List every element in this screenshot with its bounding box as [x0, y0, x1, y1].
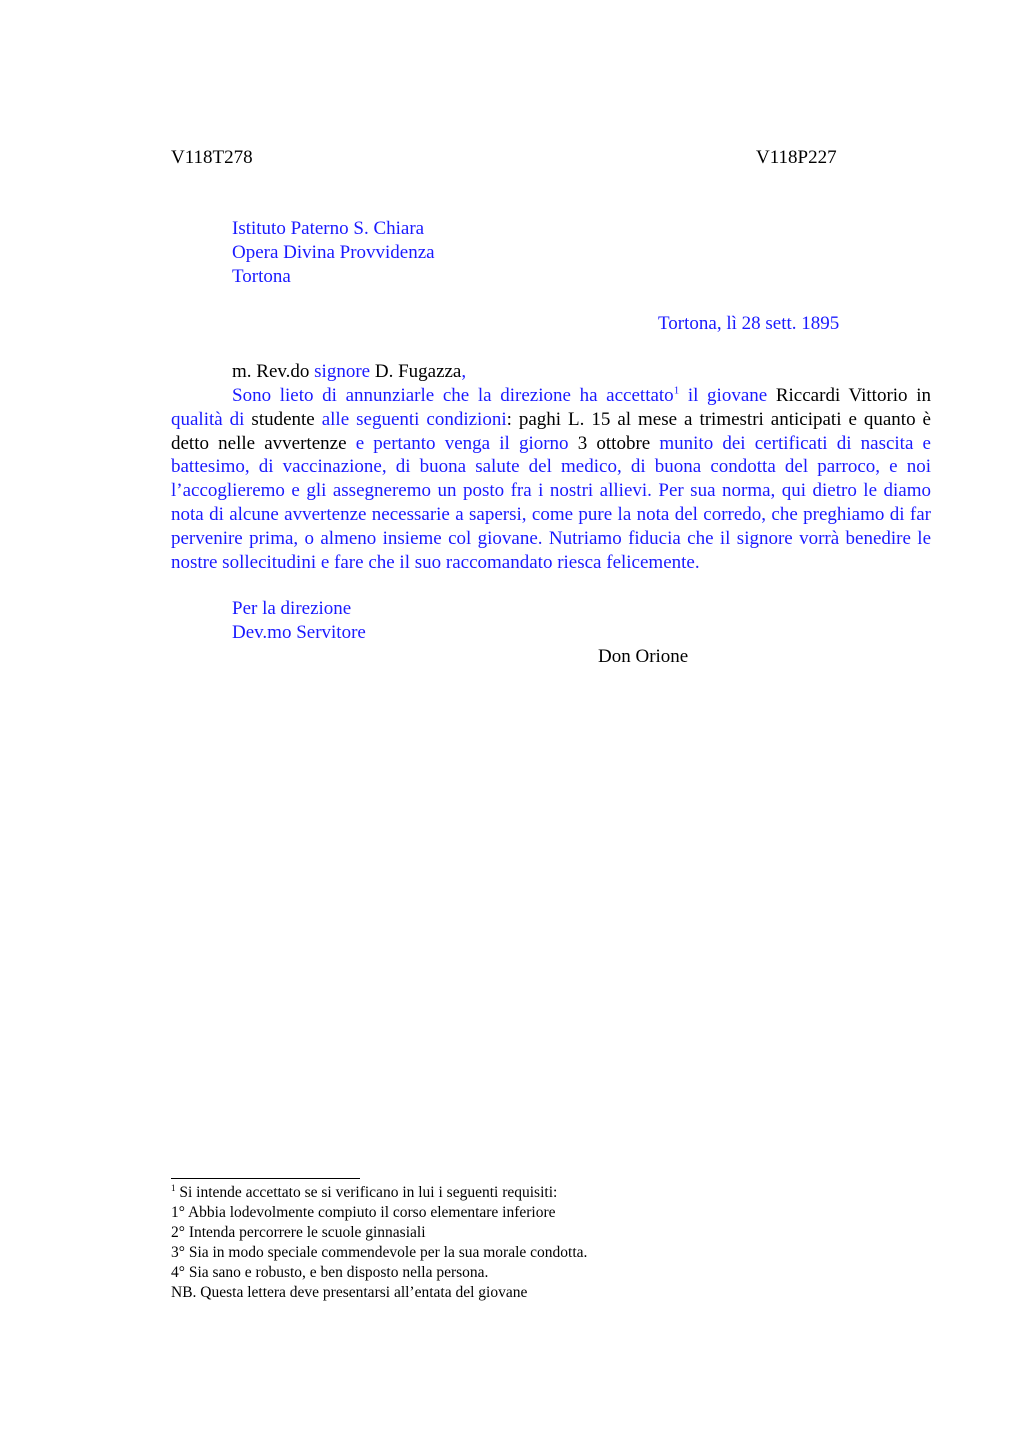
footnote-requirement-1: 1° Abbia lodevolmente compiuto il corso elementare inferiore: [171, 1204, 556, 1221]
footnote-requirement-2: 2° Intenda percorrere le scuole ginnasiali: [171, 1224, 426, 1241]
footnote-reference: 1: [673, 384, 680, 397]
letter-date: Tortona, lì 28 sett. 1895: [658, 313, 840, 334]
salutation-part-4: ,: [461, 361, 467, 382]
letterhead-city: Tortona: [232, 266, 291, 287]
reference-code-left: V118T278: [171, 147, 253, 168]
footnote-intro: Si intende accettato se si verificano in lui i seguenti requisiti:: [175, 1184, 558, 1201]
footnote-requirement-4: 4° Sia sano e robusto, e ben disposto nella persona.: [171, 1264, 489, 1281]
body-segment-5: studente: [244, 408, 322, 430]
salutation-part-1: m. Rev.do: [232, 361, 315, 382]
closing-line-2: Dev.mo Servitore: [232, 622, 366, 643]
signature: Don Orione: [598, 646, 689, 667]
footnote-requirement-3: 3° Sia in modo speciale commendevole per la sua morale condotta.: [171, 1244, 588, 1261]
letter-body: [171, 384, 931, 574]
closing-line-1: Per la direzione: [232, 598, 352, 619]
body-segment-10: munito dei certificati di nascita e battesimo, di vaccinazione, di buona salute del medico, di buona condotta del parroco, e noi l’accoglieremo e gli assegneremo un posto fra i nostri allievi. Per sua norma, qui dietro le diamo nota di alcune avvertenze necessarie a sapersi, come pure la nota del corredo, che preghiamo di far pervenire prima, o almeno insieme col giovane. Nutriamo fiducia che il signore vorrà benedire le nostre sollecitudini e fare che il suo raccomandato riesca felicemente.: [171, 432, 931, 573]
footnote-nb: NB. Questa lettera deve presentarsi all’entata del giovane: [171, 1284, 528, 1301]
body-segment-4: qualità di: [171, 408, 245, 430]
salutation-part-2: signore: [314, 361, 371, 382]
footnote-mark: 1: [171, 1182, 176, 1193]
body-segment-6: alle seguenti condizioni: [321, 408, 507, 430]
letterhead-institute: Istituto Paterno S. Chiara: [232, 218, 425, 239]
body-segment-9: 3 ottobre: [568, 432, 660, 454]
letterhead-organization: Opera Divina Provvidenza: [232, 242, 435, 263]
salutation-part-3: D. Fugazza: [370, 361, 462, 382]
footnote-separator: [171, 1178, 360, 1179]
body-segment-1: Sono lieto di annunziarle che la direzione ha accettato: [232, 385, 674, 406]
reference-code-right: V118P227: [756, 147, 837, 168]
body-segment-7: : paghi L. 15 al mese a trimestri anticipati e quanto è detto nelle avvertenze: [171, 408, 931, 454]
footnote-1: [171, 1183, 557, 1203]
body-segment-2: il giovane: [679, 385, 768, 406]
body-segment-8: e pertanto venga il giorno: [355, 432, 569, 454]
salutation: [232, 360, 466, 384]
body-segment-3: Riccardi Vittorio in: [767, 385, 931, 406]
